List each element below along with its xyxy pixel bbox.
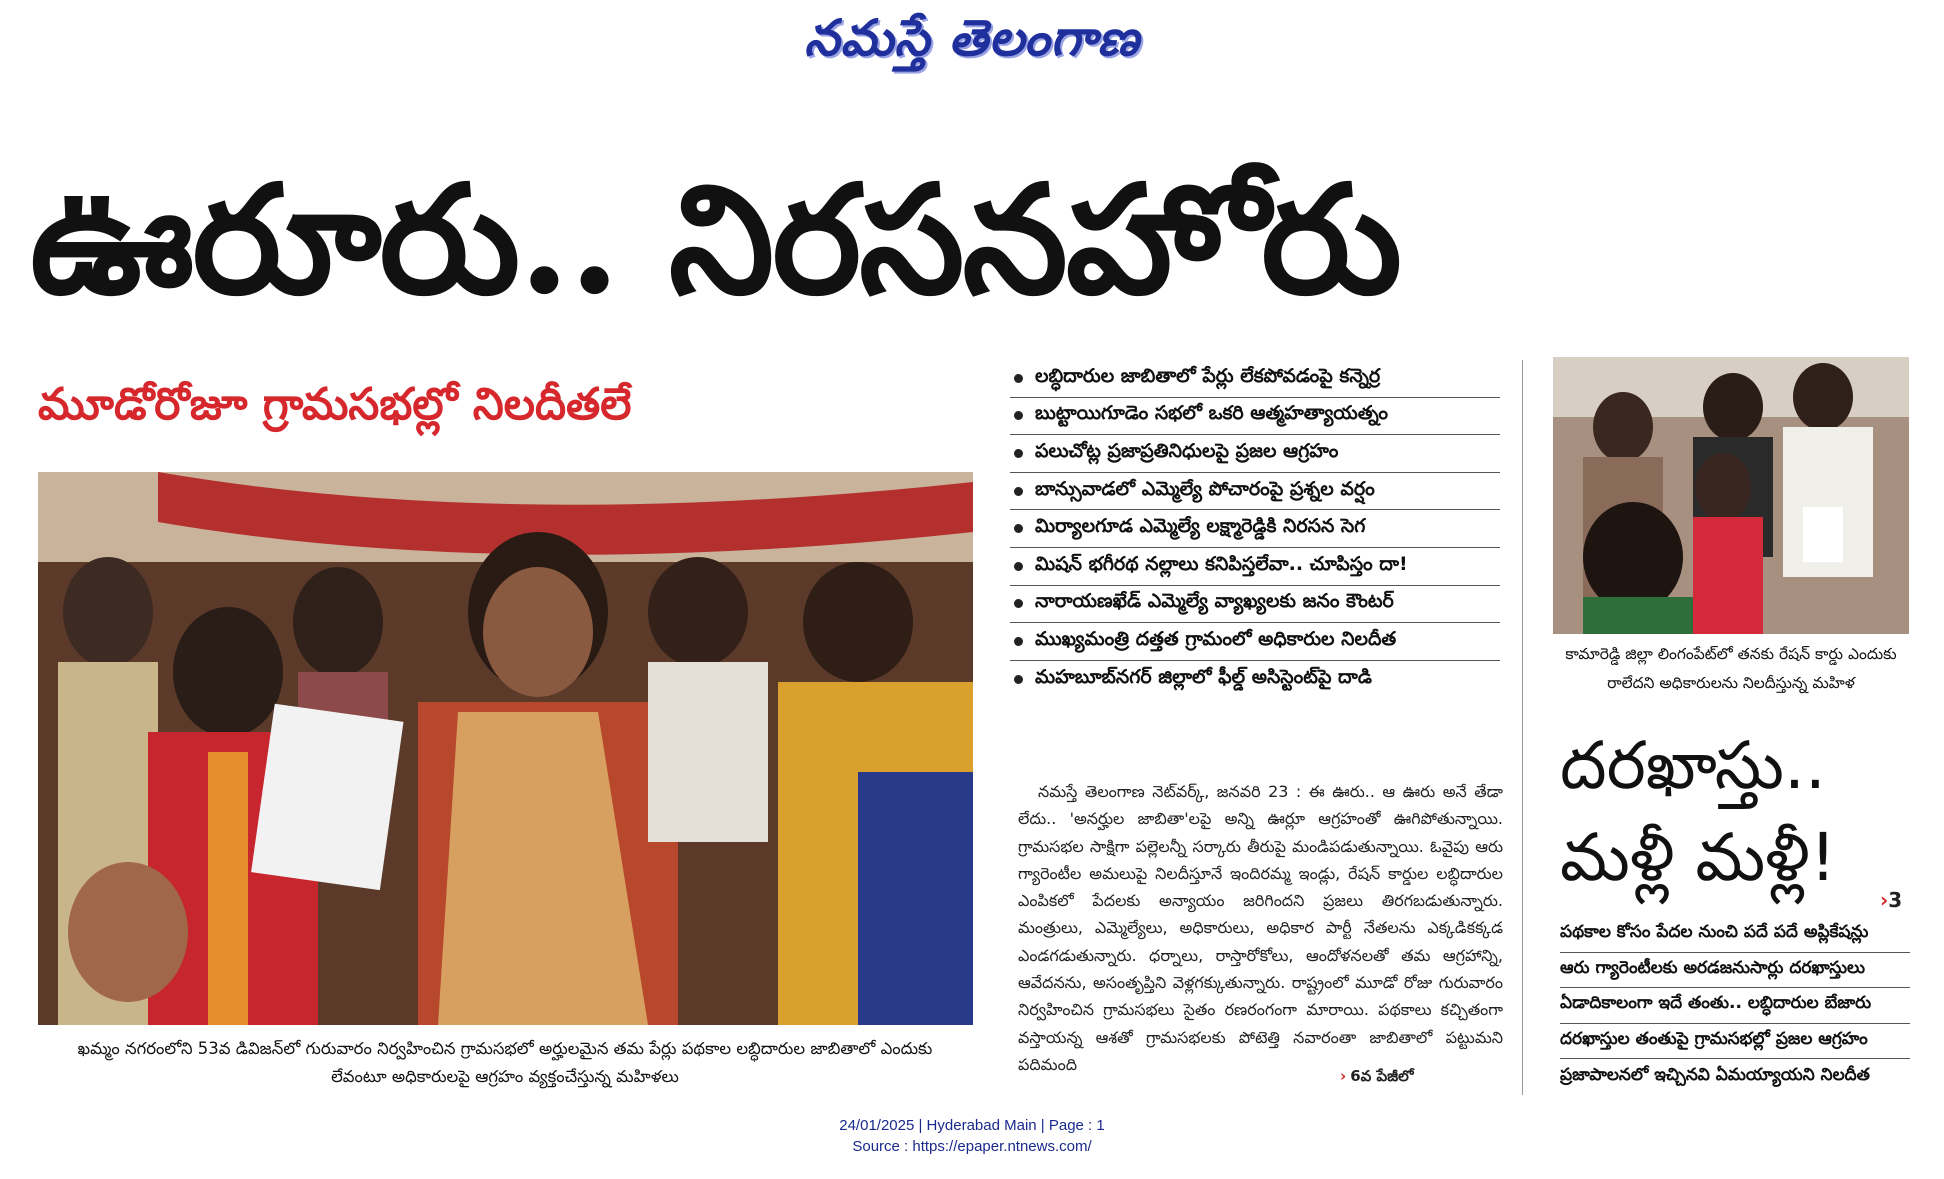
side-headline-line1: దరఖాస్తు.. [1560, 727, 1826, 804]
bullet-item [1010, 623, 1500, 661]
bullet-text: మహబూబ్‌నగర్ జిల్లాలో ఫీల్డ్ అసిస్టెంట్‌పై దాడి [1035, 666, 1372, 689]
main-headline: ఊరూరు.. నిరసనహోరు [30, 152, 1401, 328]
bullet-text: మిషన్ భగీరథ నల్లాలు కనిపిస్తలేవా.. చూపిస్తం దా! [1035, 552, 1408, 575]
sub-headline: మూడోరోజూ గ్రామసభల్లో నిలదీతలే [38, 379, 632, 430]
bullet-item [1010, 548, 1500, 586]
bullet-item [1010, 473, 1500, 511]
page-footer [0, 1115, 1944, 1157]
side-photo [1553, 357, 1909, 634]
bullet-text: బాన్సువాడలో ఎమ్మెల్యే పోచారంపై ప్రశ్నల వర్షం [1035, 477, 1375, 500]
continued-label: 6వ పేజీలో [1350, 1067, 1414, 1085]
bullet-text: నారాయణఖేడ్ ఎమ్మెల్యే వ్యాఖ్యలకు జనం కౌంటర్ [1035, 590, 1394, 613]
article-body [1018, 778, 1503, 1078]
bullet-dot-icon [1014, 524, 1023, 533]
bullet-text: పలుచోట్ల ప్రజాప్రతినిధులపై ప్రజల ఆగ్రహం [1035, 439, 1339, 462]
side-photo-illustration [1553, 357, 1909, 634]
chevron-right-icon: › [1340, 1067, 1347, 1085]
bullet-dot-icon [1014, 599, 1023, 608]
column-divider [1522, 360, 1523, 1095]
side-headline-line2: మళ్లీ మళ్లీ! [1560, 819, 1837, 896]
continued-link[interactable] [1340, 1067, 1414, 1089]
side-page-link[interactable] [1880, 888, 1902, 912]
bullet-dot-icon [1014, 449, 1023, 458]
main-photo-caption: ఖమ్మం నగరంలోని 53వ డివిజన్‌లో గురువారం నిర్వహించిన గ్రామసభలో అర్హులమైన తమ పేర్లు పథకాల లబ్ధిదారుల జాబితాలో ఎందుకు లేవంటూ అధికారులపై ఆగ్రహం వ్యక్తంచేస్తున్న మహిళలు [77, 1039, 933, 1086]
side-list-item: పథకాల కోసం పేదల నుంచి పదే పదే అప్లికేషన్లు [1560, 917, 1910, 953]
bullet-dot-icon [1014, 487, 1023, 496]
bullet-item [1010, 360, 1500, 398]
bullet-item [1010, 661, 1500, 699]
side-list-item: ఏడాదికాలంగా ఇదే తంతు.. లబ్ధిదారుల బేజారు [1560, 988, 1910, 1024]
side-bullet-list [1560, 917, 1910, 1095]
bullet-dot-icon [1014, 374, 1023, 383]
bullet-dot-icon [1014, 637, 1023, 646]
article-text: నమస్తే తెలంగాణ నెట్‌వర్క్, జనవరి 23 : ఈ ఊరు.. ఆ ఊరు అనే తేడా లేదు.. 'అనర్హుల జాబితా'లపై అన్ని ఊర్లూ ఆగ్రహంతో ఊగిపోతున్నాయి. గ్రామసభల సాక్షిగా పల్లెలన్నీ సర్కారు తీరుపై మండిపడుతున్నాయి. ఓవైపు ఆరు గ్యారెంటీల అమలుపై నిలదీస్తూనే ఇందిరమ్మ ఇండ్లు, రేషన్ కార్డుల లబ్ధిదారుల ఎంపికలో పేదలకు అన్యాయం జరిగిందని ప్రజలు తిరగబడుతున్నారు. మంత్రులు, ఎమ్మెల్యేలు, అధికారులు, అధికార పార్టీ నేతలను ఎక్కడికక్కడ ఎండగడుతున్నారు. ధర్నాలు, రాస్తారోకోలు, ఆందోళనలతో తమ ఆగ్రహాన్ని, ఆవేదనను, అసంతృప్తిని వెళ్లగక్కుతున్నారు. రాష్ట్రంలో మూడో రోజు గురువారం నిర్వహించిన గ్రామసభలు సైతం రణరంగంగా మారాయి. పథకాలు కచ్చితంగా వస్తాయన్న ఆశతో గ్రామసభలకు పోటెత్తి నవారంతా జాబితాలో పట్టుమని పదిమంది [1018, 782, 1503, 1074]
bullet-text: ముఖ్యమంత్రి దత్తత గ్రామంలో అధికారుల నిలదీత [1035, 627, 1397, 650]
side-list-item: దరఖాస్తుల తంతుపై గ్రామసభల్లో ప్రజల ఆగ్రహం [1560, 1024, 1910, 1060]
bullet-text: మిర్యాలగూడ ఎమ్మెల్యే లక్ష్మారెడ్డికి నిరసన సెగ [1035, 515, 1366, 538]
masthead-logo: నమస్తే తెలంగాణ [804, 8, 1140, 67]
side-photo-caption: కామారెడ్డి జిల్లా లింగంపేట్‌లో తనకు రేషన్ కార్డు ఎందుకు రాలేదని అధికారులను నిలదీస్తున్న మహిళ [1565, 645, 1897, 692]
side-list-item: ఆరు గ్యారెంటీలకు అరడజనుసార్లు దరఖాస్తులు [1560, 953, 1910, 989]
bullet-item [1010, 398, 1500, 436]
bullet-item [1010, 510, 1500, 548]
bullet-text: బుట్టాయిగూడెం సభలో ఒకరి ఆత్మహత్యాయత్నం [1035, 402, 1389, 425]
main-photo-illustration [38, 472, 973, 1025]
bullet-text: లబ్ధిదారుల జాబితాలో పేర్లు లేకపోవడంపై కన్నెర్ర [1035, 364, 1381, 387]
side-headline [1560, 720, 1920, 904]
main-photo [38, 472, 973, 1025]
bullet-item [1010, 435, 1500, 473]
footer-source[interactable]: Source : https://epaper.ntnews.com/ [852, 1138, 1092, 1155]
bullet-dot-icon [1014, 562, 1023, 571]
bullet-dot-icon [1014, 411, 1023, 420]
footer-edition-info: 24/01/2025 | Hyderabad Main | Page : 1 [839, 1117, 1105, 1134]
bullet-item [1010, 586, 1500, 624]
side-page-number: 3 [1888, 888, 1903, 912]
chevron-right-icon: › [1880, 888, 1889, 912]
bullet-dot-icon [1014, 675, 1023, 684]
bullet-list [1010, 360, 1500, 698]
side-list-item: ప్రజాపాలనలో ఇచ్చినవి ఏమయ్యాయని నిలదీత [1560, 1064, 1870, 1085]
